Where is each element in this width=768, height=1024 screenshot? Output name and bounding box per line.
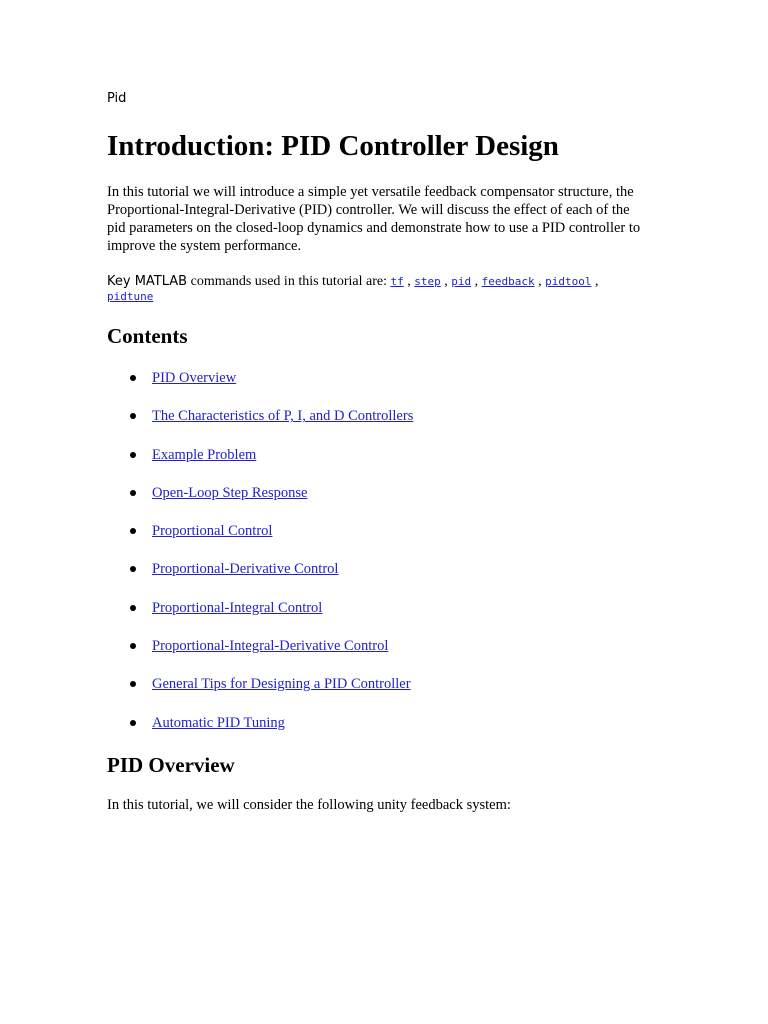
command-link-pid[interactable]: pid [451,275,472,288]
toc-link-proportional-control[interactable]: Proportional Control [152,523,273,540]
bullet-icon [130,566,136,572]
list-item [107,404,413,442]
toc-link-characteristics[interactable]: The Characteristics of P, I, and D Controllers [152,408,414,425]
bullet-icon [130,643,136,649]
toc-link-general-tips[interactable]: General Tips for Designing a PID Controller [152,676,411,693]
pid-overview-heading: PID Overview [107,753,235,777]
intro-line: In this tutorial we will introduce a simple yet versatile feedback compensator structure, the [107,184,634,200]
toc-link-pid-control[interactable]: Proportional-Integral-Derivative Control [152,638,389,655]
page-title: Introduction: PID Controller Design [107,130,559,162]
bullet-icon [130,490,136,496]
key-commands-lead: Key MATLAB [107,274,188,289]
toc-link-proportional-derivative[interactable]: Proportional-Derivative Control [152,561,339,578]
toc-link-open-loop-step-response[interactable]: Open-Loop Step Response [152,484,308,501]
separator: , [403,274,415,289]
bullet-icon [130,720,136,726]
list-item [107,519,413,557]
table-of-contents [107,366,413,749]
intro-line: pid parameters on the closed-loop dynamics and demonstrate how to use a PID controller to [107,220,641,236]
key-commands-paragraph [107,274,667,304]
pid-overview-text: In this tutorial, we will consider the following unity feedback system: [107,797,511,813]
command-link-step[interactable]: step [414,275,441,288]
list-item [107,672,413,710]
document-label: Pid [107,91,127,106]
list-item [107,596,413,634]
bullet-icon [130,681,136,687]
list-item [107,557,413,595]
list-item [107,443,413,481]
toc-link-example-problem[interactable]: Example Problem [152,446,257,463]
bullet-icon [130,605,136,611]
list-item [107,711,413,749]
list-item [107,481,413,519]
list-item [107,366,413,404]
bullet-icon [130,452,136,458]
command-link-feedback[interactable]: feedback [481,275,535,288]
separator: , [471,274,482,289]
command-link-pidtune[interactable]: pidtune [107,290,154,303]
intro-line: Proportional-Integral-Derivative (PID) controller. We will discuss the effect of each of the [107,202,630,218]
list-item [107,634,413,672]
bullet-icon [130,413,136,419]
toc-link-automatic-tuning[interactable]: Automatic PID Tuning [152,714,285,731]
command-link-tf[interactable]: tf [390,275,404,288]
bullet-icon [130,528,136,534]
separator: , [440,274,452,289]
key-commands-lead-rest: commands used in this tutorial are: [187,274,391,289]
intro-paragraph [107,183,667,255]
bullet-icon [130,375,136,381]
separator: , [534,274,546,289]
intro-line: improve the system performance. [107,238,302,254]
toc-link-pid-overview[interactable]: PID Overview [152,370,237,386]
separator: , [591,274,599,289]
command-link-pidtool[interactable]: pidtool [545,275,592,288]
contents-heading: Contents [107,324,188,348]
toc-link-proportional-integral[interactable]: Proportional-Integral Control [152,599,323,616]
